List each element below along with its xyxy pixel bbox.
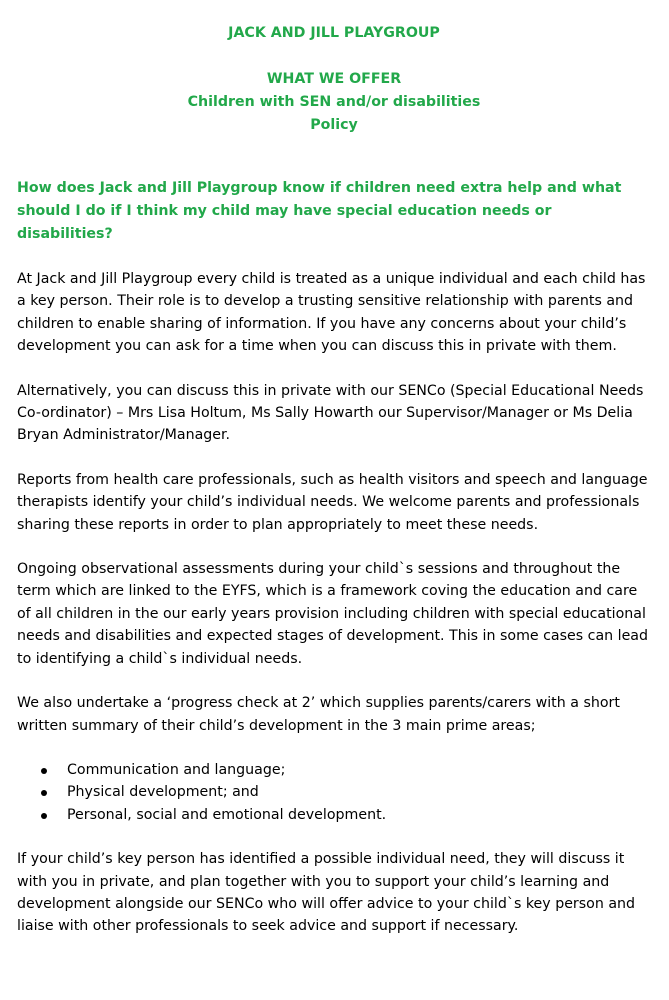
bullet-icon	[41, 768, 47, 774]
bullet-icon	[41, 790, 47, 796]
paragraph-senco-contact: Alternatively, you can discuss this in private with our SENCo (Special Educational Needs Co-ordinator) – Mrs Lisa Holtum, Ms Sally Howarth our Supervisor/Manager or Ms Delia Bryan Administrator/Manager.	[17, 382, 644, 444]
list-item	[17, 781, 651, 803]
list-item	[17, 759, 651, 781]
prime-areas-list	[17, 759, 651, 826]
policy-document	[17, 22, 651, 938]
section-question: How does Jack and Jill Playgroup know if children need extra help and what should I do if I think my child may have special education needs or disabilities?	[17, 180, 622, 242]
list-item-text: Physical development; and	[67, 784, 259, 801]
paragraph-progress-check: We also undertake a ‘progress check at 2’ which supplies parents/carers with a short written summary of their child’s development in the 3 main prime areas;	[17, 695, 620, 734]
title-line-2: Children with SEN and/or disabilities	[187, 94, 481, 110]
paragraph-assessments: Ongoing observational assessments during your child`s sessions and throughout the term which are linked to the EYFS, which is a framework coving the education and care of all children in the our early years provision including children with special educational needs and disabilities and expected stages of development. This in some cases can lead to identifying a child`s individual needs.	[17, 561, 649, 667]
org-name: JACK AND JILL PLAYGROUP	[228, 25, 440, 41]
bullet-icon	[41, 813, 47, 819]
list-item	[17, 804, 651, 826]
paragraph-individual-need: If your child’s key person has identified a possible individual need, they will discuss it with you in private, and plan together with you to support your child’s learning and development alongside our SENCo who will offer advice to your child`s key person and liaise with other professionals to seek advice and support if necessary.	[17, 851, 636, 935]
paragraph-health-reports: Reports from health care professionals, such as health visitors and speech and language therapists identify your child’s individual needs. We welcome parents and professionals sharing these reports in order to plan appropriately to meet these needs.	[17, 471, 648, 533]
paragraph-key-person: At Jack and Jill Playgroup every child is treated as a unique individual and each child has a key person. Their role is to develop a trusting sensitive relationship with parents and children to enable sharing of information. If you have any concerns about your child’s development you can ask for a time when you can discuss this in private with them.	[17, 271, 646, 355]
list-item-text: Personal, social and emotional development.	[67, 806, 387, 823]
spacer	[17, 45, 651, 68]
title-line-1: WHAT WE OFFER	[266, 71, 402, 87]
title-line-3: Policy	[310, 117, 358, 133]
document-header	[17, 22, 651, 137]
list-item-text: Communication and language;	[67, 761, 286, 778]
